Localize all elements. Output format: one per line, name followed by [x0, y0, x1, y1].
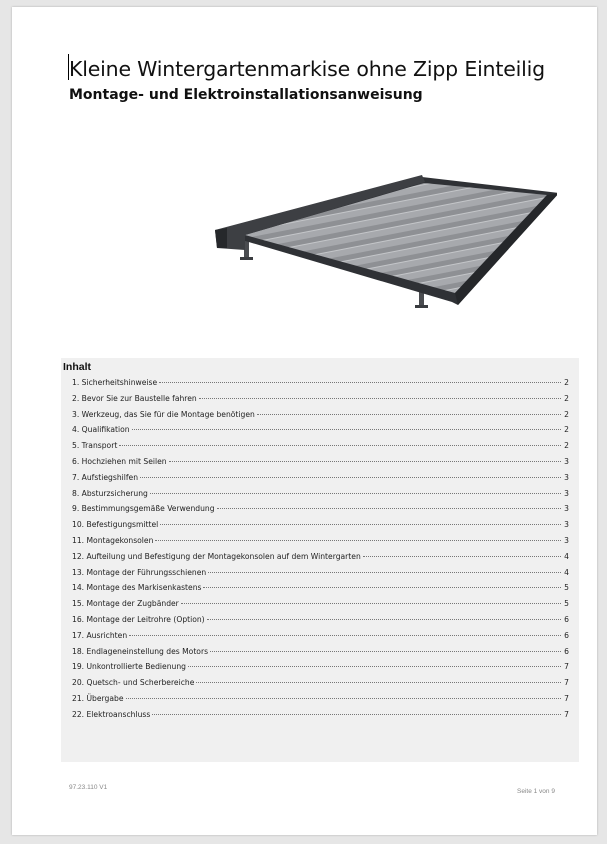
toc-entry-label: 17. Ausrichten [72, 630, 128, 640]
table-of-contents [61, 358, 579, 762]
awning-product-image[interactable] [197, 162, 557, 317]
toc-entry-label: 9. Bestimmungsgemäße Verwendung [72, 504, 215, 514]
toc-leader-dots [160, 524, 561, 525]
toc-leader-dots [196, 682, 561, 683]
toc-entry-page: 3 [564, 456, 569, 466]
toc-entry-label: 16. Montage der Leitrohre (Option) [72, 614, 205, 624]
document-subtitle[interactable]: Montage- und Elektroinstallationsanweisung [69, 87, 423, 103]
toc-leader-dots [217, 508, 561, 509]
toc-entry[interactable] [72, 710, 569, 726]
awning-fabric [245, 183, 547, 293]
toc-entry-label: 12. Aufteilung und Befestigung der Montagekonsolen auf dem Wintergarten [72, 551, 361, 561]
toc-entry[interactable] [72, 583, 569, 599]
toc-entry-page: 7 [564, 662, 569, 672]
toc-entry[interactable] [72, 504, 569, 520]
toc-entry-page: 2 [564, 393, 569, 403]
toc-entry-label: 14. Montage des Markisenkastens [72, 583, 202, 593]
toc-leader-dots [181, 603, 561, 604]
toc-entry-page: 7 [564, 709, 569, 719]
toc-leader-dots [152, 714, 561, 715]
toc-entry-page: 3 [564, 472, 569, 482]
toc-entry-page: 2 [564, 441, 569, 451]
toc-leader-dots [159, 382, 561, 383]
cassette-end-cap [215, 228, 227, 248]
toc-leader-dots [257, 414, 561, 415]
toc-leader-dots [203, 587, 561, 588]
toc-entry[interactable] [72, 410, 569, 426]
footer-page-info: Seite 1 von 9 [517, 788, 555, 795]
toc-entry[interactable] [72, 489, 569, 505]
toc-entry[interactable] [72, 568, 569, 584]
toc-entry-page: 6 [564, 630, 569, 640]
toc-entry-label: 22. Elektroanschluss [72, 709, 151, 719]
toc-entry[interactable] [72, 425, 569, 441]
toc-entry-page: 7 [564, 693, 569, 703]
toc-entry-page: 6 [564, 646, 569, 656]
toc-entry[interactable] [72, 394, 569, 410]
toc-entry-label: 7. Aufstiegshilfen [72, 472, 139, 482]
toc-leader-dots [210, 651, 561, 652]
toc-entry-page: 4 [564, 551, 569, 561]
toc-entry[interactable] [72, 473, 569, 489]
toc-entry-page: 3 [564, 488, 569, 498]
document-page [12, 7, 597, 835]
toc-entry[interactable] [72, 457, 569, 473]
toc-entry-label: 6. Hochziehen mit Seilen [72, 456, 167, 466]
toc-leader-dots [150, 493, 561, 494]
support-foot-left [240, 257, 253, 260]
toc-entry[interactable] [72, 536, 569, 552]
toc-leader-dots [140, 477, 561, 478]
support-foot-right [415, 305, 428, 308]
toc-entry-page: 2 [564, 425, 569, 435]
toc-entry-page: 5 [564, 583, 569, 593]
toc-entry-label: 3. Werkzeug, das Sie für die Montage benötigen [72, 409, 255, 419]
toc-leader-dots [363, 556, 561, 557]
toc-leader-dots [199, 398, 561, 399]
toc-leader-dots [207, 619, 561, 620]
toc-entry[interactable] [72, 378, 569, 394]
toc-entry-page: 5 [564, 599, 569, 609]
toc-entry-page: 2 [564, 409, 569, 419]
toc-entry[interactable] [72, 694, 569, 710]
toc-entry-page: 2 [564, 378, 569, 387]
footer-doc-number: 97.23.110 V1 [69, 784, 108, 791]
toc-entry-page: 3 [564, 535, 569, 545]
toc-entry-label: 20. Quetsch- und Scherbereiche [72, 678, 195, 688]
toc-entry-label: 19. Unkontrollierte Bedienung [72, 662, 186, 672]
toc-entry-page: 3 [564, 520, 569, 530]
toc-list [72, 378, 569, 726]
toc-heading: Inhalt [63, 361, 91, 373]
toc-entry[interactable] [72, 662, 569, 678]
toc-entry-label: 5. Transport [72, 441, 118, 451]
toc-leader-dots [155, 540, 561, 541]
toc-entry-label: 2. Bevor Sie zur Baustelle fahren [72, 393, 197, 403]
toc-entry[interactable] [72, 647, 569, 663]
toc-entry-label: 10. Befestigungsmittel [72, 520, 159, 530]
toc-leader-dots [169, 461, 561, 462]
document-title[interactable]: Kleine Wintergartenmarkise ohne Zipp Einteilig [69, 57, 545, 81]
toc-entry[interactable] [72, 441, 569, 457]
toc-entry-label: 13. Montage der Führungsschienen [72, 567, 207, 577]
toc-entry-label: 21. Übergabe [72, 693, 124, 703]
toc-entry-label: 18. Endlageneinstellung des Motors [72, 646, 209, 656]
toc-entry[interactable] [72, 520, 569, 536]
toc-entry[interactable] [72, 631, 569, 647]
toc-leader-dots [119, 445, 561, 446]
toc-leader-dots [188, 666, 561, 667]
toc-entry-page: 4 [564, 567, 569, 577]
toc-leader-dots [208, 572, 561, 573]
toc-leader-dots [126, 698, 562, 699]
toc-entry[interactable] [72, 615, 569, 631]
toc-leader-dots [129, 635, 561, 636]
toc-entry[interactable] [72, 678, 569, 694]
toc-entry-label: 1. Sicherheitshinweise [72, 378, 158, 387]
toc-leader-dots [132, 429, 561, 430]
toc-entry-label: 8. Absturzsicherung [72, 488, 148, 498]
toc-entry-label: 11. Montagekonsolen [72, 535, 154, 545]
toc-entry-page: 3 [564, 504, 569, 514]
toc-entry[interactable] [72, 599, 569, 615]
toc-entry-label: 15. Montage der Zugbänder [72, 599, 179, 609]
toc-entry-page: 7 [564, 678, 569, 688]
toc-entry[interactable] [72, 552, 569, 568]
toc-entry-page: 6 [564, 614, 569, 624]
toc-entry-label: 4. Qualifikation [72, 425, 130, 435]
